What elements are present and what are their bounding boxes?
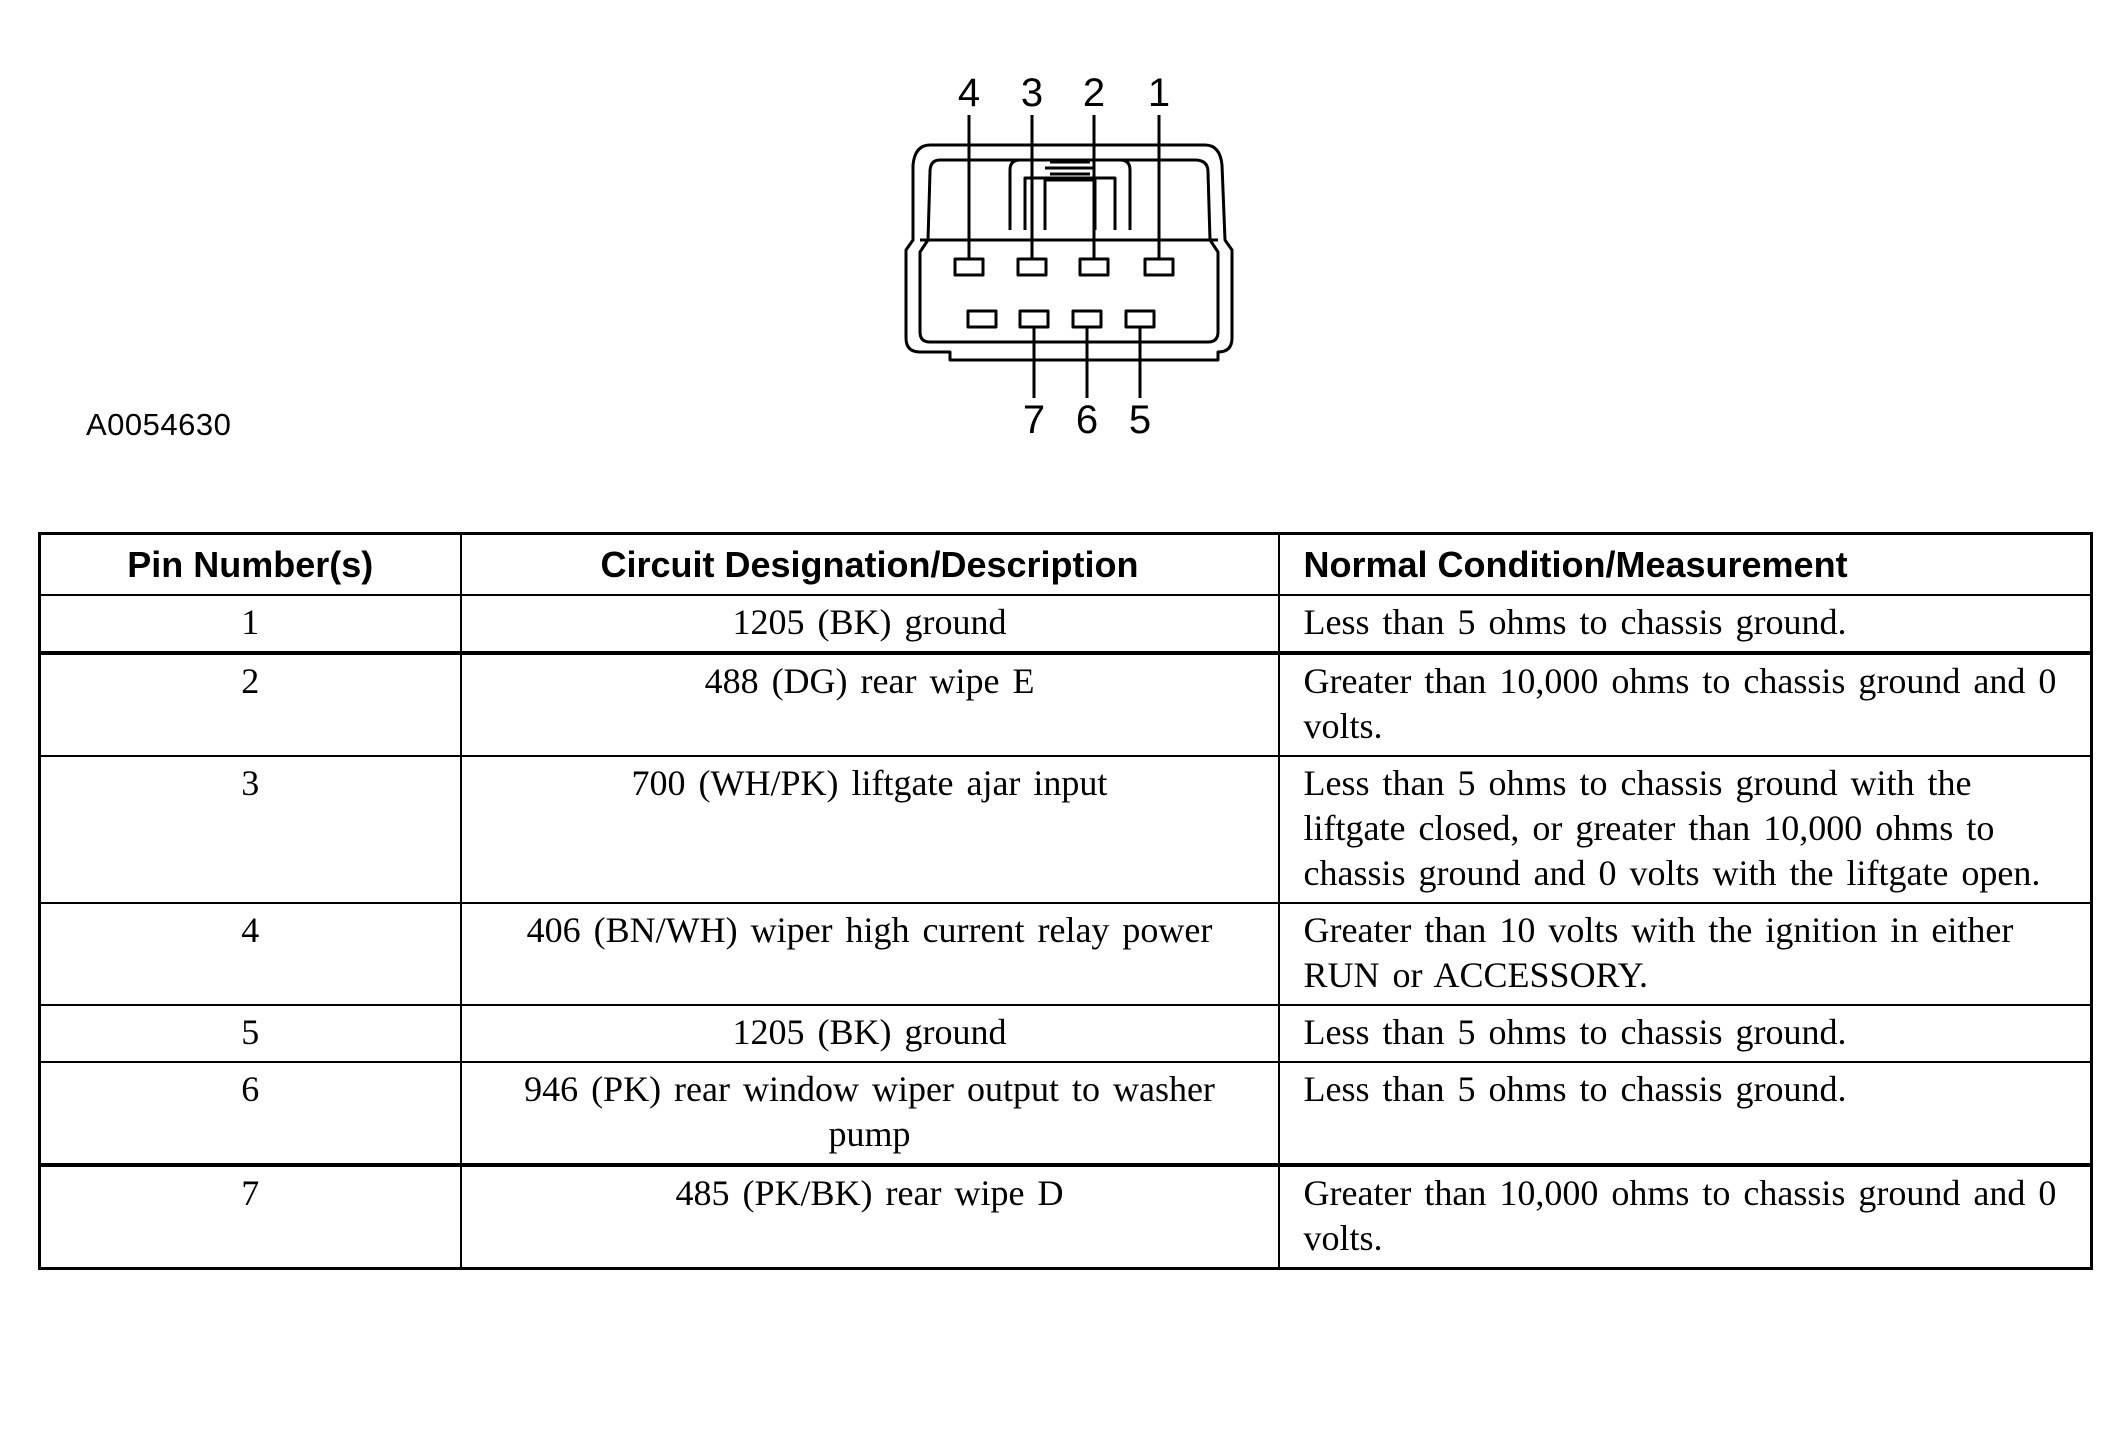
- table-row: [40, 903, 2092, 1005]
- condition-cell: Greater than 10,000 ohms to chassis ground and 0 volts.: [1279, 653, 2092, 756]
- pin-label-3: 3: [1020, 71, 1044, 115]
- pin-label-1: 1: [1147, 71, 1171, 115]
- table-row: [40, 1165, 2092, 1269]
- circuit-cell: 946 (PK) rear window wiper output to washer pump: [461, 1062, 1279, 1165]
- pin-number-cell: 4: [40, 903, 461, 1005]
- condition-cell: Less than 5 ohms to chassis ground with the liftgate closed, or greater than 10,000 ohms to chassis ground and 0 volts with the liftgate open.: [1279, 756, 2092, 903]
- circuit-cell: 700 (WH/PK) liftgate ajar input: [461, 756, 1279, 903]
- condition-cell: Less than 5 ohms to chassis ground.: [1279, 1005, 2092, 1062]
- circuit-cell: 1205 (BK) ground: [461, 1005, 1279, 1062]
- pin-number-cell: 3: [40, 756, 461, 903]
- pin-number-cell: 2: [40, 653, 461, 756]
- circuit-cell: 488 (DG) rear wipe E: [461, 653, 1279, 756]
- pinout-table: [38, 532, 2093, 1270]
- connector-figure: [0, 0, 2124, 500]
- circuit-cell: 406 (BN/WH) wiper high current relay power: [461, 903, 1279, 1005]
- pin-number-cell: 7: [40, 1165, 461, 1269]
- condition-cell: Greater than 10,000 ohms to chassis ground and 0 volts.: [1279, 1165, 2092, 1269]
- header-circuit-description: Circuit Designation/Description: [461, 534, 1279, 596]
- figure-id: A0054630: [86, 407, 232, 442]
- header-normal-condition: Normal Condition/Measurement: [1279, 534, 2092, 596]
- table-header-row: [40, 534, 2092, 596]
- table-row: [40, 653, 2092, 756]
- condition-cell: Greater than 10 volts with the ignition in either RUN or ACCESSORY.: [1279, 903, 2092, 1005]
- table-row: [40, 1062, 2092, 1165]
- circuit-cell: 485 (PK/BK) rear wipe D: [461, 1165, 1279, 1269]
- table-row: [40, 595, 2092, 653]
- header-pin-numbers: Pin Number(s): [40, 534, 461, 596]
- table-row: [40, 1005, 2092, 1062]
- table-row: [40, 756, 2092, 903]
- pin-number-cell: 1: [40, 595, 461, 653]
- pin-label-6: 6: [1075, 398, 1099, 442]
- circuit-cell: 1205 (BK) ground: [461, 595, 1279, 653]
- condition-cell: Less than 5 ohms to chassis ground.: [1279, 1062, 2092, 1165]
- pin-label-7: 7: [1022, 398, 1046, 442]
- pin-number-cell: 6: [40, 1062, 461, 1165]
- pin-label-4: 4: [957, 71, 981, 115]
- condition-cell: Less than 5 ohms to chassis ground.: [1279, 595, 2092, 653]
- pin-label-2: 2: [1082, 71, 1106, 115]
- connector-face-drawing: [0, 0, 2124, 500]
- pin-number-cell: 5: [40, 1005, 461, 1062]
- pin-label-5: 5: [1128, 398, 1152, 442]
